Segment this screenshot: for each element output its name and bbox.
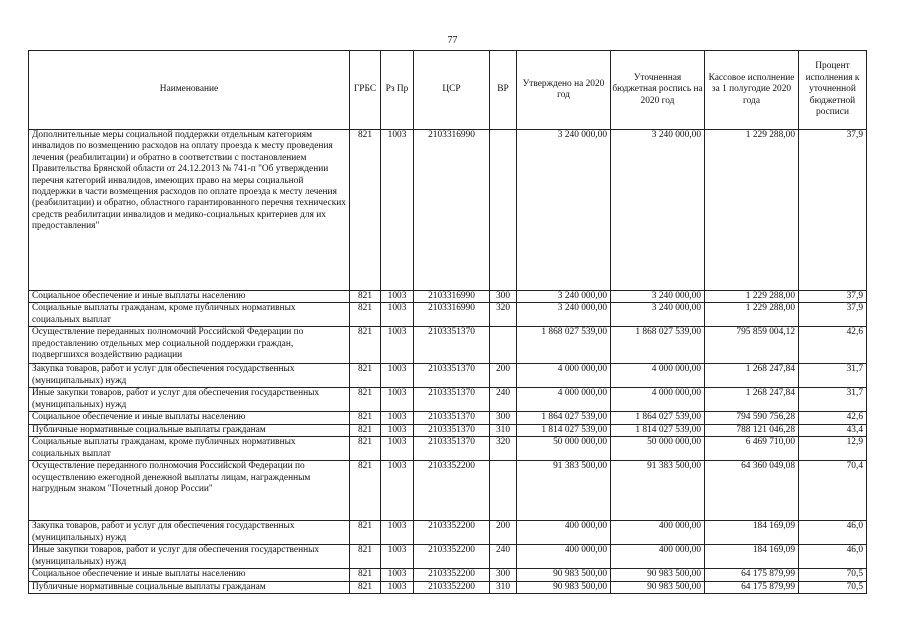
header-csr: ЦСР [414,51,490,130]
cell-name: Осуществление переданных полномочий Российской Федерации по предоставлению отдельных мер социальной поддержки граждан, подвергшихся воздействию радиации [29,327,350,364]
cell-name: Закупка товаров, работ и услуг для обеспечения государственных (муниципальных) нужд [29,364,350,388]
cell-csr: 2103351370 [414,364,490,388]
cell-name: Дополнительные меры социальной поддержки отдельным категориям инвалидов по возмещению расходов на оплату проезда к месту проведения лечения (реабилитации) и обратно в соответствии с постановлением Правительства Брянской области от 24.12.2013 № 741-п "Об утверждении перечня категорий инвалидов, имеющих право на меры социальной поддержки в части возмещения расходов по оплате проезда к месту лечения (реабилитации) и обратно, областного гарантированного перечня технических средств реабилитации инвалидов и медико-социальных критериев для их предоставления" [29,130,350,291]
cell-rzpr: 1003 [381,461,414,521]
header-rzpr: Рз Пр [381,51,414,130]
cell-cash: 64 175 879,99 [705,569,799,581]
cell-percent: 42,6 [799,327,867,364]
cell-name: Публичные нормативные социальные выплаты гражданам [29,581,350,593]
cell-csr: 2103351370 [414,412,490,424]
cell-approved: 3 240 000,00 [517,130,611,291]
cell-name: Социальное обеспечение и иные выплаты населению [29,412,350,424]
cell-refined: 50 000 000,00 [611,437,705,461]
cell-cash: 1 268 247,84 [705,388,799,412]
cell-rzpr: 1003 [381,437,414,461]
cell-cash: 794 590 756,28 [705,412,799,424]
cell-rzpr: 1003 [381,303,414,327]
cell-cash: 1 229 288,00 [705,303,799,327]
cell-percent: 37,9 [799,303,867,327]
header-percent: Процент исполнения к уточненной бюджетной росписи [799,51,867,130]
cell-refined: 90 983 500,00 [611,569,705,581]
cell-cash: 788 121 046,28 [705,424,799,436]
cell-refined: 90 983 500,00 [611,581,705,593]
cell-percent: 43,4 [799,424,867,436]
cell-vr: 200 [490,364,517,388]
cell-name: Публичные нормативные социальные выплаты гражданам [29,424,350,436]
cell-cash: 1 229 288,00 [705,130,799,291]
table-row [29,412,867,424]
cell-vr [490,461,517,521]
cell-name: Социальное обеспечение и иные выплаты населению [29,569,350,581]
cell-grbs: 821 [350,581,381,593]
cell-refined: 4 000 000,00 [611,388,705,412]
cell-cash: 64 360 049,08 [705,461,799,521]
cell-cash: 184 169,09 [705,545,799,569]
cell-rzpr: 1003 [381,388,414,412]
cell-percent: 46,0 [799,545,867,569]
table-body [29,130,867,594]
cell-percent: 70,4 [799,461,867,521]
cell-vr: 310 [490,581,517,593]
cell-rzpr: 1003 [381,545,414,569]
table-row [29,569,867,581]
cell-cash: 184 169,09 [705,521,799,545]
cell-csr: 2103352200 [414,581,490,593]
cell-vr: 320 [490,437,517,461]
cell-name: Социальные выплаты гражданам, кроме публичных нормативных социальных выплат [29,303,350,327]
cell-vr: 300 [490,291,517,303]
cell-vr: 200 [490,521,517,545]
cell-csr: 2103351370 [414,437,490,461]
cell-name: Социальное обеспечение и иные выплаты населению [29,291,350,303]
cell-percent: 31,7 [799,364,867,388]
cell-percent: 12,9 [799,437,867,461]
cell-approved: 90 983 500,00 [517,569,611,581]
table-row [29,303,867,327]
cell-refined: 1 868 027 539,00 [611,327,705,364]
cell-name: Социальные выплаты гражданам, кроме публичных нормативных социальных выплат [29,437,350,461]
cell-grbs: 821 [350,291,381,303]
table-row [29,461,867,521]
budget-table [28,50,867,594]
cell-approved: 90 983 500,00 [517,581,611,593]
cell-cash: 6 469 710,00 [705,437,799,461]
header-cash: Кассовое исполнение за 1 полугодие 2020 года [705,51,799,130]
cell-grbs: 821 [350,545,381,569]
cell-refined: 4 000 000,00 [611,364,705,388]
cell-csr: 2103316990 [414,130,490,291]
page-number: 77 [447,35,458,46]
cell-rzpr: 1003 [381,327,414,364]
table-row [29,388,867,412]
cell-rzpr: 1003 [381,581,414,593]
cell-refined: 1 864 027 539,00 [611,412,705,424]
header-vr: ВР [490,51,517,130]
cell-approved: 4 000 000,00 [517,388,611,412]
cell-refined: 91 383 500,00 [611,461,705,521]
cell-csr: 2103316990 [414,291,490,303]
cell-rzpr: 1003 [381,521,414,545]
cell-vr: 320 [490,303,517,327]
cell-rzpr: 1003 [381,291,414,303]
cell-name: Иные закупки товаров, работ и услуг для обеспечения государственных (муниципальных) нужд [29,545,350,569]
cell-vr: 310 [490,424,517,436]
cell-csr: 2103316990 [414,303,490,327]
cell-grbs: 821 [350,437,381,461]
cell-approved: 400 000,00 [517,545,611,569]
cell-approved: 3 240 000,00 [517,291,611,303]
table-row [29,364,867,388]
cell-name: Осуществление переданного полномочия Российской Федерации по осуществлению ежегодной денежной выплаты лицам, награжденным нагрудным знаком "Почетный донор России" [29,461,350,521]
cell-grbs: 821 [350,388,381,412]
header-approved: Утверждено на 2020 год [517,51,611,130]
table-row [29,130,867,291]
cell-csr: 2103351370 [414,424,490,436]
cell-csr: 2103351370 [414,327,490,364]
cell-grbs: 821 [350,461,381,521]
cell-percent: 37,9 [799,130,867,291]
cell-vr: 300 [490,569,517,581]
cell-cash: 1 268 247,84 [705,364,799,388]
table-row [29,424,867,436]
cell-grbs: 821 [350,424,381,436]
cell-approved: 4 000 000,00 [517,364,611,388]
cell-rzpr: 1003 [381,424,414,436]
table-header [29,51,867,130]
cell-percent: 42,6 [799,412,867,424]
cell-grbs: 821 [350,412,381,424]
cell-approved: 1 868 027 539,00 [517,327,611,364]
cell-grbs: 821 [350,521,381,545]
table-row [29,581,867,593]
cell-vr [490,130,517,291]
table-row [29,291,867,303]
table-row [29,521,867,545]
cell-percent: 37,9 [799,291,867,303]
cell-percent: 70,5 [799,581,867,593]
cell-rzpr: 1003 [381,412,414,424]
cell-vr [490,327,517,364]
header-refined: Уточненная бюджетная роспись на 2020 год [611,51,705,130]
cell-vr: 240 [490,388,517,412]
cell-cash: 64 175 879,99 [705,581,799,593]
cell-csr: 2103352200 [414,545,490,569]
cell-refined: 400 000,00 [611,545,705,569]
cell-approved: 3 240 000,00 [517,303,611,327]
header-name: Наименование [29,51,350,130]
cell-rzpr: 1003 [381,364,414,388]
cell-vr: 240 [490,545,517,569]
cell-vr: 300 [490,412,517,424]
cell-rzpr: 1003 [381,130,414,291]
cell-refined: 3 240 000,00 [611,130,705,291]
cell-grbs: 821 [350,303,381,327]
cell-approved: 1 864 027 539,00 [517,412,611,424]
cell-cash: 795 859 004,12 [705,327,799,364]
cell-percent: 46,0 [799,521,867,545]
cell-approved: 400 000,00 [517,521,611,545]
cell-refined: 400 000,00 [611,521,705,545]
header-grbs: ГРБС [350,51,381,130]
cell-grbs: 821 [350,569,381,581]
cell-percent: 31,7 [799,388,867,412]
cell-name: Иные закупки товаров, работ и услуг для обеспечения государственных (муниципальных) нужд [29,388,350,412]
table-row [29,545,867,569]
table-row [29,437,867,461]
cell-approved: 91 383 500,00 [517,461,611,521]
cell-refined: 1 814 027 539,00 [611,424,705,436]
cell-approved: 50 000 000,00 [517,437,611,461]
cell-csr: 2103352200 [414,461,490,521]
cell-refined: 3 240 000,00 [611,291,705,303]
cell-csr: 2103352200 [414,569,490,581]
cell-grbs: 821 [350,364,381,388]
cell-grbs: 821 [350,130,381,291]
cell-name: Закупка товаров, работ и услуг для обеспечения государственных (муниципальных) нужд [29,521,350,545]
cell-percent: 70,5 [799,569,867,581]
cell-grbs: 821 [350,327,381,364]
cell-cash: 1 229 288,00 [705,291,799,303]
cell-csr: 2103352200 [414,521,490,545]
cell-approved: 1 814 027 539,00 [517,424,611,436]
cell-rzpr: 1003 [381,569,414,581]
cell-csr: 2103351370 [414,388,490,412]
cell-refined: 3 240 000,00 [611,303,705,327]
table-row [29,327,867,364]
